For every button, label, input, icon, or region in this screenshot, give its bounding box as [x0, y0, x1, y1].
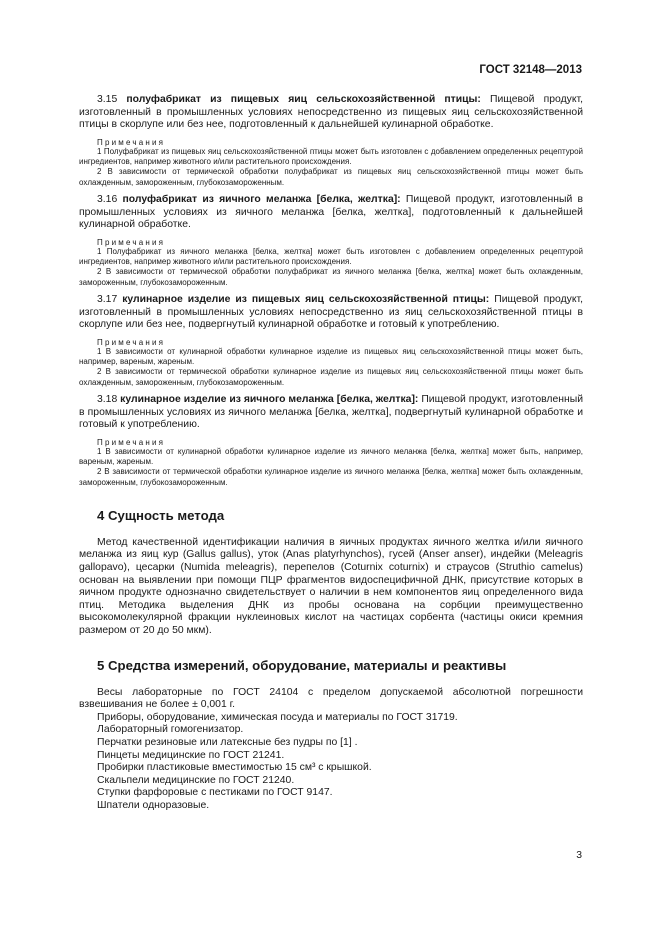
- definition-number: 3.15: [97, 94, 118, 105]
- page-number: 3: [576, 850, 582, 861]
- section-5-heading: 5 Средства измерений, оборудование, материалы и реактивы: [97, 657, 507, 673]
- equipment-item: Приборы, оборудование, химическая посуда и материалы по ГОСТ 31719.: [97, 711, 458, 723]
- document-code-header: ГОСТ 32148—2013: [479, 64, 582, 76]
- note-item: 1 Полуфабрикат из яичного меланжа [белка, желтка] может быть изготовлен с добавлением определенных рецептурой ингредиентов, например животного и/или растительного происхождения.: [79, 246, 583, 267]
- note-item: 2 В зависимости от термической обработки кулинарное изделие из яичного меланжа [белка, желтка] может быть охлажденным, замороженным, глубокозамороженным.: [79, 467, 583, 487]
- equipment-item: Перчатки резиновые или латексные без пудры по [1] .: [97, 737, 358, 748]
- definition-number: 3.17: [97, 293, 118, 305]
- notes-heading: Примечания: [97, 137, 166, 147]
- section-4-text: Метод качественной идентификации наличия в яичных продуктах яичного желтка и/или яичного меланжа из яиц кур (Gallus gallus), уток (Anas platyrhynchos), гусей (Anser anser), индейки (Meleagris gallopavo), цесарки (Numida meleagris), перепелов (Coturnix coturnix) и страусов (Struthio camelus) основан на выявлении при помощи ПЦР фрагментов видоспецифичной ДНК, присутствие которых в яичном продукте однозначно свидетельствует о наличии в нем компонентов яиц определенного вида птиц. Методика выделения ДНК из пробы основана на сорбции преимущественно высокомолекулярной фракции нуклеиновых кислот на частицах сорбента (частицы окиси кремния размером от 20 до 50 мкм).: [79, 536, 583, 637]
- note-item: 1 Полуфабрикат из пищевых яиц сельскохозяйственной птицы может быть изготовлен с добавлением определенных рецептурой ингредиентов, например животного и/или растительного происхождения.: [79, 146, 583, 167]
- equipment-item: Шпатели одноразовые.: [97, 799, 210, 811]
- section-4-heading: 4 Сущность метода: [97, 507, 225, 523]
- definition-text: Пищевой продукт, изготовленный в промышленных условиях из яичного меланжа [белка, желтка], подготовленный к дальнейшей кулинарной обработке.: [79, 193, 584, 231]
- definition-3-18: [79, 394, 583, 432]
- definition-3-17: [79, 294, 583, 332]
- equipment-item: Лабораторный гомогенизатор.: [97, 724, 244, 736]
- definition-3-16: [79, 194, 583, 232]
- definition-text: Пищевой продукт, изготовленный в промышленных условиях непосредственно из яиц сельскохозяйственной птицы в скорлупе или без нее, подвергнутый кулинарной обработке и готовый к употреблению.: [79, 293, 584, 331]
- definition-number: 3.16: [97, 193, 118, 205]
- note-item: 2 В зависимости от термической обработки полуфабрикат из пищевых яиц сельскохозяйственной птицы может быть охлажденным, замороженным, глубокозамороженным.: [79, 167, 583, 187]
- notes-heading: Примечания: [97, 237, 166, 247]
- definition-text: Пищевой продукт, изготовленный в промышленных условиях из яичного меланжа [белка, желтка], подвергнутый кулинарной обработке и готовый к употреблению.: [79, 393, 583, 431]
- equipment-item: Пинцеты медицинские по ГОСТ 21241.: [97, 749, 285, 761]
- page-content: [79, 94, 583, 813]
- definition-text: Пищевой продукт, изготовленный в промышленных условиях непосредственно из пищевых яиц сельскохозяйственной птицы в скорлупе или без нее, подготовленный к дальнейшей кулинарной обработке.: [79, 94, 583, 131]
- note-item: 2 В зависимости от термической обработки полуфабрикат из яичного меланжа [белка, желтка] может быть охлажденным, замороженным, глубокозамороженным.: [79, 267, 583, 287]
- equipment-item: Пробирки пластиковые вместимостью 15 см³ с крышкой.: [97, 762, 372, 774]
- definition-3-15: [79, 94, 583, 132]
- notes-heading: Примечания: [97, 437, 166, 447]
- equipment-item: Весы лабораторные по ГОСТ 24104 с пределом допускаемой абсолютной погрешности взвешивания не более ± 0,001 г.: [79, 686, 583, 711]
- definition-number: 3.18: [97, 393, 118, 405]
- note-item: 2 В зависимости от термической обработки кулинарное изделие из пищевых яиц сельскохозяйственной птицы может быть охлажденным, замороженным, глубокозамороженным.: [79, 367, 583, 387]
- definition-term: полуфабрикат из яичного меланжа [белка, желтка]:: [122, 193, 401, 205]
- equipment-item: Скальпели медицинские по ГОСТ 21240.: [97, 774, 295, 786]
- notes-heading: Примечания: [97, 337, 166, 347]
- definition-term: кулинарное изделие из пищевых яиц сельскохозяйственной птицы:: [122, 293, 490, 305]
- note-item: 1 В зависимости от кулинарной обработки кулинарное изделие из яичного меланжа [белка, желтка] может быть, например, вареным, жареным.: [79, 446, 583, 466]
- definition-term: полуфабрикат из пищевых яиц сельскохозяйственной птицы:: [126, 94, 481, 105]
- note-item: 1 В зависимости от кулинарной обработки кулинарное изделие из пищевых яиц сельскохозяйственной птицы может быть, например, вареным, жареным.: [79, 346, 583, 367]
- equipment-item: Ступки фарфоровые с пестиками по ГОСТ 9147.: [97, 787, 333, 799]
- definition-term: кулинарное изделие из яичного меланжа [белка, желтка]:: [120, 393, 419, 405]
